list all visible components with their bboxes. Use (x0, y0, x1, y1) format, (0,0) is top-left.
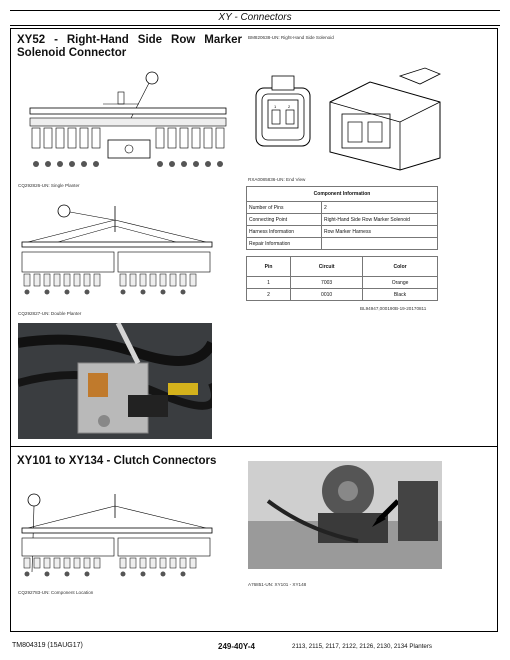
caption-end-view: RXA0085836-UN: End View (248, 177, 306, 182)
clutch-connector-photo (248, 461, 442, 569)
ci-label: Number of Pins (247, 202, 322, 214)
pin-cell: 2 (247, 289, 291, 301)
footer-page-number: 249-40Y-4 (218, 642, 255, 651)
section-divider (10, 446, 498, 447)
component-location-diagram (18, 486, 240, 586)
callout-circle (28, 494, 40, 506)
caption-component-location: CQ292783-UN: Component Location (18, 590, 94, 595)
ci-value: 2 (322, 202, 438, 214)
svg-text:2: 2 (288, 104, 291, 109)
caption-double-planter: CQ292827-UN: Double Planter (18, 311, 82, 316)
svg-text:1: 1 (274, 104, 277, 109)
color-cell: Black (363, 289, 438, 301)
caption-single-planter: CQ292826-UN: Single Planter (18, 183, 80, 188)
callout-circle (146, 72, 158, 84)
pin-cell: 1 (247, 277, 291, 289)
callout-circle (58, 205, 70, 217)
ci-label: Connecting Point (247, 214, 322, 226)
circuit-cell: 0010 (291, 289, 363, 301)
circuit-header: Circuit (291, 257, 363, 277)
single-planter-diagram (18, 68, 240, 180)
color-header: Color (363, 257, 438, 277)
footer-right: 2113, 2115, 2117, 2122, 2126, 2130, 2134 Planters (292, 643, 433, 650)
page-header: XY - Connectors (10, 10, 500, 26)
section1-title-line1: XY52 - Right-Hand Side Row Marker (17, 34, 242, 46)
ci-value: Right-Hand Side Row Marker Solenoid (322, 214, 438, 226)
caption-rh-solenoid: BM820638-UN: Right-Hand Side Solenoid (248, 35, 334, 40)
section1-title-line2: Solenoid Connector (17, 47, 127, 59)
color-cell: Orange (363, 277, 438, 289)
circuit-cell: 7003 (291, 277, 363, 289)
double-planter-diagram (18, 198, 240, 306)
ci-label: Repair Information (247, 238, 322, 250)
footer-left: TM804319 (15AUG17) (12, 642, 83, 649)
pin-header: Pin (247, 257, 291, 277)
ci-label: Harness Information (247, 226, 322, 238)
section2-title: XY101 to XY134 - Clutch Connectors (17, 455, 217, 467)
caption-clutch-photo: A76851-UN: XY101 - XY148 (248, 582, 307, 587)
ci-value: Row Marker Harness (322, 226, 438, 238)
ci-value (322, 238, 438, 250)
section1-title (17, 34, 242, 60)
connector-end-view-diagram (250, 62, 450, 172)
pin-table (246, 256, 438, 301)
component-info-heading: Component Information (247, 187, 438, 202)
solenoid-photo (18, 323, 212, 439)
component-info-table (246, 186, 438, 250)
doc-reference: BL94947,000190B-19-20170811 (360, 306, 427, 311)
